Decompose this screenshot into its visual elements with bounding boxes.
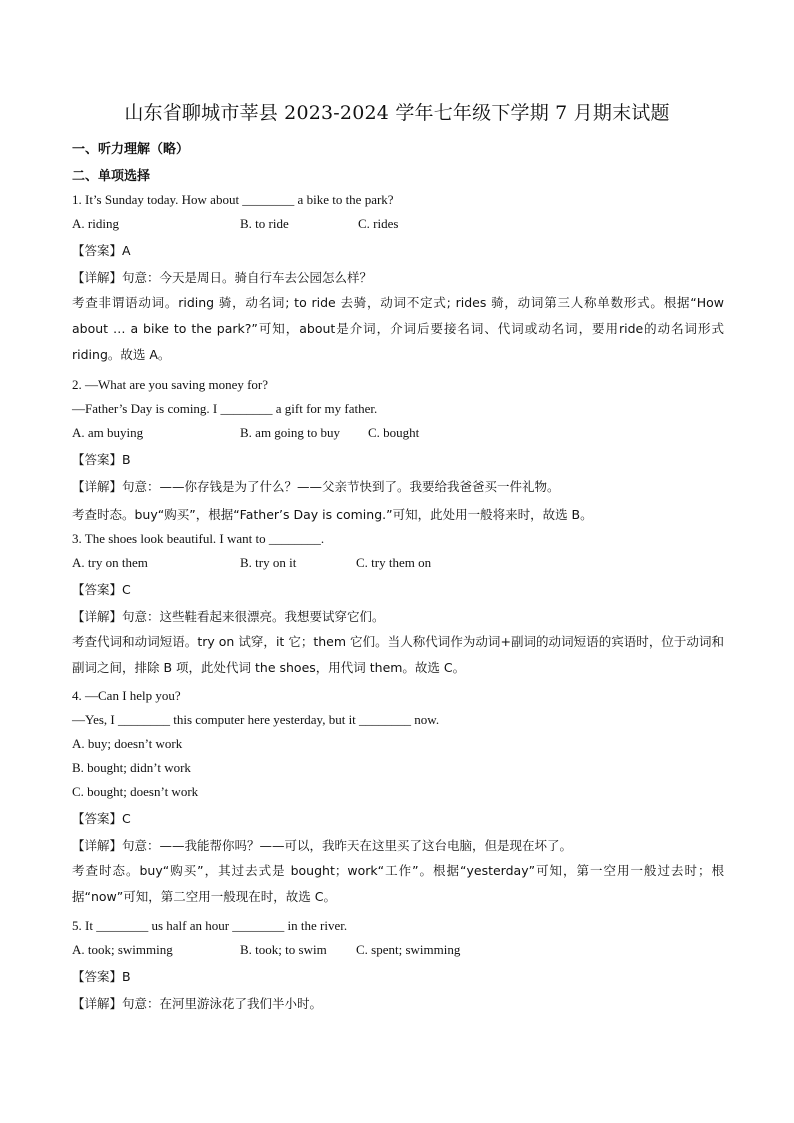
question-1-explanation: 考查非谓语动词。riding 骑，动名词; to ride 去骑，动词不定式; rides 骑，动词第三人称单数形式。根据“How about … a bike to the park?”可知，about是介词，介词后要接名词、代词或动名词，要用ride的动名词形式riding。故选 A。 — [72, 295, 724, 362]
question-2-answer: 【答案】B — [72, 452, 131, 467]
question-3-detail: 【详解】句意：这些鞋看起来很漂亮。我想要试穿它们。 — [72, 609, 385, 624]
question-3-option-b: B. try on it — [240, 555, 297, 570]
question-4-explanation: 考查时态。buy“购买”，其过去式是 bought；work“工作”。根据“yesterday”可知，第一空用一般过去时；根据“now”可知，第二空用一般现在时，故选 C。 — [72, 863, 724, 904]
question-2-explanation: 考查时态。buy“购买”，根据“Father’s Day is coming.”可知，此处用一般将来时，故选 B。 — [72, 507, 593, 522]
question-3-option-a: A. try on them — [72, 555, 148, 570]
question-2-option-c: C. bought — [368, 425, 420, 440]
question-5-answer: 【答案】B — [72, 969, 131, 984]
question-1-answer: 【答案】A — [72, 243, 131, 258]
question-4-answer: 【答案】C — [72, 811, 131, 826]
question-5-option-a: A. took; swimming — [72, 942, 173, 957]
question-1-option-b: B. to ride — [240, 216, 289, 231]
question-3-answer: 【答案】C — [72, 582, 131, 597]
question-2-detail: 【详解】句意：——你存钱是为了什么？——父亲节快到了。我要给我爸爸买一件礼物。 — [72, 479, 560, 494]
question-2-stem-2: —Father’s Day is coming. I ________ a gift for my father. — [72, 401, 378, 416]
section-single-choice: 二、单项选择 — [72, 169, 151, 184]
question-3-option-c: C. try them on — [356, 555, 432, 570]
question-4-option-a: A. buy; doesn’t work — [72, 736, 183, 751]
question-2-option-b: B. am going to buy — [240, 425, 341, 440]
question-2-stem-1: 2. —What are you saving money for? — [72, 377, 269, 392]
question-2-option-a: A. am buying — [72, 425, 144, 440]
question-5-stem: 5. It ________ us half an hour ________ in the river. — [72, 918, 348, 933]
question-5-detail: 【详解】句意：在河里游泳花了我们半小时。 — [72, 996, 323, 1011]
question-3-stem: 3. The shoes look beautiful. I want to ________. — [72, 531, 325, 546]
question-4-stem-2: —Yes, I ________ this computer here yesterday, but it ________ now. — [72, 712, 440, 727]
question-1-option-c: C. rides — [358, 216, 399, 231]
question-4-detail: 【详解】句意：——我能帮你吗？——可以，我昨天在这里买了这台电脑，但是现在坏了。 — [72, 838, 573, 853]
question-1-stem: 1. It’s Sunday today. How about ________ a bike to the park? — [72, 192, 394, 207]
question-4-option-b: B. bought; didn’t work — [72, 760, 191, 775]
question-4-option-c: C. bought; doesn’t work — [72, 784, 199, 799]
question-5-option-b: B. took; to swim — [240, 942, 327, 957]
question-3-explanation: 考查代词和动词短语。try on 试穿，it 它；them 它们。当人称代词作为动词+副词的动词短语的宾语时，位于动词和副词之间，排除 B 项，此处代词 the shoes，用代词 them。故选 C。 — [72, 634, 724, 675]
section-listening: 一、听力理解（略） — [72, 142, 190, 157]
page-title: 山东省聊城市莘县 2023-2024 学年七年级下学期 7 月期末试题 — [124, 102, 670, 124]
question-1-option-a: A. riding — [72, 216, 119, 231]
question-4-stem-1: 4. —Can I help you? — [72, 688, 181, 703]
question-5-option-c: C. spent; swimming — [356, 942, 461, 957]
question-1-detail: 【详解】句意：今天是周日。骑自行车去公园怎么样？ — [72, 270, 373, 285]
